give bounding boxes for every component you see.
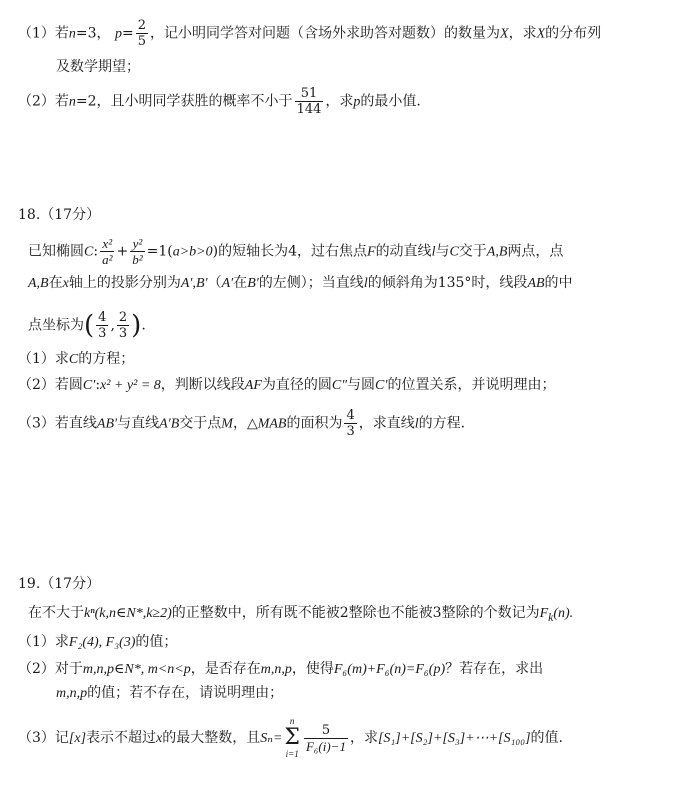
text: ？若存在，求出 <box>445 661 544 677</box>
text: （ <box>207 275 222 291</box>
p19-q3 <box>18 716 563 760</box>
text: ，是否存在 <box>190 661 261 677</box>
math: F₂(4), F₃(3) <box>68 635 136 650</box>
p19-line1 <box>28 603 573 628</box>
text: 交于 <box>458 243 487 260</box>
text: 的动直线 <box>375 243 432 260</box>
text: 的最小值. <box>360 93 421 110</box>
text: 的值； <box>135 634 178 650</box>
text: 的面积为 <box>286 415 343 432</box>
text: + <box>116 243 129 260</box>
math: a>b>0 <box>172 244 213 260</box>
text: 的最大整数，且 <box>162 730 261 746</box>
text: 的倾斜角为135°时，线段 <box>367 275 528 291</box>
math: [S₁]+[S₂]+[S₃]+⋯+[S₁₀₀] <box>377 731 531 746</box>
math: x <box>62 276 69 291</box>
text: （1）若 <box>18 25 69 42</box>
summation <box>284 716 300 760</box>
math: m,n,p∈N*, m<n<p <box>82 662 191 677</box>
text: 表示不超过 <box>86 730 157 746</box>
text: ， <box>232 415 247 432</box>
math: X <box>536 26 546 42</box>
text: . <box>141 317 146 334</box>
p19-q1 <box>18 632 177 653</box>
p18-line1 <box>28 236 563 267</box>
frac-den: 3 <box>346 424 355 439</box>
math: p <box>353 94 361 110</box>
text: =2，且小明同学获胜的概率不小于 <box>75 93 293 110</box>
math: C′ <box>82 378 96 393</box>
math: m,n,p <box>56 686 88 701</box>
math: m,n,p <box>260 662 292 677</box>
p18-q3 <box>18 408 465 439</box>
text: 在 <box>48 275 63 291</box>
math: C <box>84 244 94 260</box>
text: ，判断以线段 <box>160 377 245 393</box>
frac-num: 4 <box>98 310 107 325</box>
text: 的分布列 <box>545 25 602 42</box>
math: X <box>500 26 509 42</box>
text: 的方程； <box>78 351 135 367</box>
p17-q1-line2 <box>56 57 140 77</box>
frac-den: a² <box>102 252 113 267</box>
p17-q2 <box>18 86 421 117</box>
text: 的正整数中，所有既不能被2整除也不能被3整除的个数记为 <box>171 605 540 621</box>
text: 在不大于 <box>28 605 84 621</box>
math: C <box>449 244 459 260</box>
sum-upper: n <box>289 716 295 726</box>
math: C <box>68 352 79 367</box>
math: A,B <box>486 244 508 260</box>
frac-num: x² <box>100 236 114 252</box>
math: C″ <box>331 378 348 393</box>
math: kⁿ(k,n∈N*,k≥2) <box>84 606 172 621</box>
math: F <box>367 244 376 260</box>
fraction <box>304 723 348 754</box>
math: l <box>414 416 419 432</box>
text: 已知椭圆 <box>28 243 84 260</box>
fraction <box>344 408 356 439</box>
text: 交于点 <box>179 415 222 432</box>
frac-den: b² <box>132 252 143 267</box>
math: A′ <box>221 276 234 291</box>
math: M <box>221 416 233 432</box>
text: 与圆 <box>347 377 376 393</box>
text: （2）对于 <box>18 661 83 677</box>
math: F₆(m)+F₆(n)=F₆(p) <box>333 662 446 677</box>
text: 与 <box>435 243 450 260</box>
subscript: k <box>548 610 554 624</box>
frac-num: 5 <box>304 723 348 739</box>
text: （3）记 <box>18 730 69 746</box>
frac-den: 3 <box>98 326 107 341</box>
text: , <box>110 317 115 334</box>
math: B′ <box>247 276 259 291</box>
text: : <box>93 243 99 260</box>
text: 的值；若不存在，请说明理由； <box>87 685 284 701</box>
math: AF <box>244 378 262 393</box>
text: 与直线 <box>117 415 160 432</box>
fraction <box>117 310 129 341</box>
fraction <box>295 86 324 117</box>
p18-q1 <box>18 349 134 370</box>
math: Sₙ= <box>260 731 283 746</box>
frac-den: 144 <box>296 102 322 117</box>
math: n <box>68 94 76 110</box>
math: x <box>156 731 163 746</box>
frac-num: y² <box>130 236 144 252</box>
text: （1）求 <box>18 634 69 650</box>
fraction <box>136 18 148 49</box>
frac-num: 4 <box>346 408 355 423</box>
math: C′ <box>375 378 388 393</box>
frac-den: 3 <box>118 326 128 341</box>
math: p <box>115 26 123 42</box>
p18-line2 <box>28 273 573 294</box>
text: ，求 <box>508 25 537 42</box>
frac-den: F₆(i)−1 <box>305 738 346 754</box>
p19-q2-line2 <box>56 683 283 704</box>
text: 点坐标为 <box>28 317 84 334</box>
text: 在 <box>233 275 248 291</box>
math: [x] <box>68 731 87 746</box>
text: 轴上的投影分别为 <box>68 275 181 291</box>
text: =1( <box>146 243 173 260</box>
text: （2）若圆 <box>18 377 83 393</box>
math: l <box>363 276 368 291</box>
text: ，使得 <box>291 661 334 677</box>
sigma-symbol: Σ <box>284 725 300 750</box>
math: A′B <box>159 416 180 432</box>
math: AB <box>527 276 545 291</box>
text: 两点，点 <box>507 243 564 260</box>
text: （2）若 <box>18 93 69 110</box>
text: ，求 <box>325 93 354 110</box>
text: 的位置关系，并说明理由； <box>387 377 556 393</box>
math: A′,B′ <box>180 276 208 291</box>
text: ，记小明同学答对问题（含场外求助答对题数）的数量为 <box>150 25 501 42</box>
math: (n). <box>553 606 574 621</box>
sum-lower: i=1 <box>285 749 299 759</box>
text: =3， <box>75 25 111 42</box>
p18-line3 <box>28 310 146 341</box>
math: x² + y² = 8 <box>100 378 161 393</box>
p18-q2 <box>18 375 555 396</box>
paren-right: ) <box>131 310 142 341</box>
math: F <box>539 606 549 621</box>
frac-den: 5 <box>137 34 147 49</box>
math: l <box>431 244 436 260</box>
text: 的方程. <box>418 415 466 432</box>
p19-heading: 19.（17分） <box>18 576 101 592</box>
text: 为直径的圆 <box>261 377 332 393</box>
p18-heading: 18.（17分） <box>18 207 101 223</box>
text: ，求直线 <box>358 415 415 432</box>
p19-q2 <box>18 659 543 680</box>
math: n <box>68 26 76 42</box>
text: （1）求 <box>18 351 69 367</box>
math: AB′ <box>96 416 118 432</box>
frac-num: 2 <box>118 310 128 325</box>
text: )的短轴长为4，过右焦点 <box>212 243 367 260</box>
frac-num: 51 <box>295 86 324 102</box>
text: ，求 <box>349 730 378 746</box>
text: 的中 <box>544 275 573 291</box>
paren-left: ( <box>84 310 95 341</box>
text: 及数学期望； <box>56 59 140 75</box>
text: : <box>95 377 101 393</box>
p17-q1-line1 <box>18 18 601 49</box>
text: = <box>122 25 134 42</box>
text: （3）若直线 <box>18 415 97 432</box>
frac-num: 2 <box>137 18 147 33</box>
text: 的值. <box>530 730 563 746</box>
fraction <box>130 236 144 267</box>
text: 的左侧）；当直线 <box>258 275 364 291</box>
fraction <box>100 236 114 267</box>
math: △MAB <box>246 416 287 432</box>
fraction <box>96 310 108 341</box>
math: A,B <box>28 276 49 291</box>
